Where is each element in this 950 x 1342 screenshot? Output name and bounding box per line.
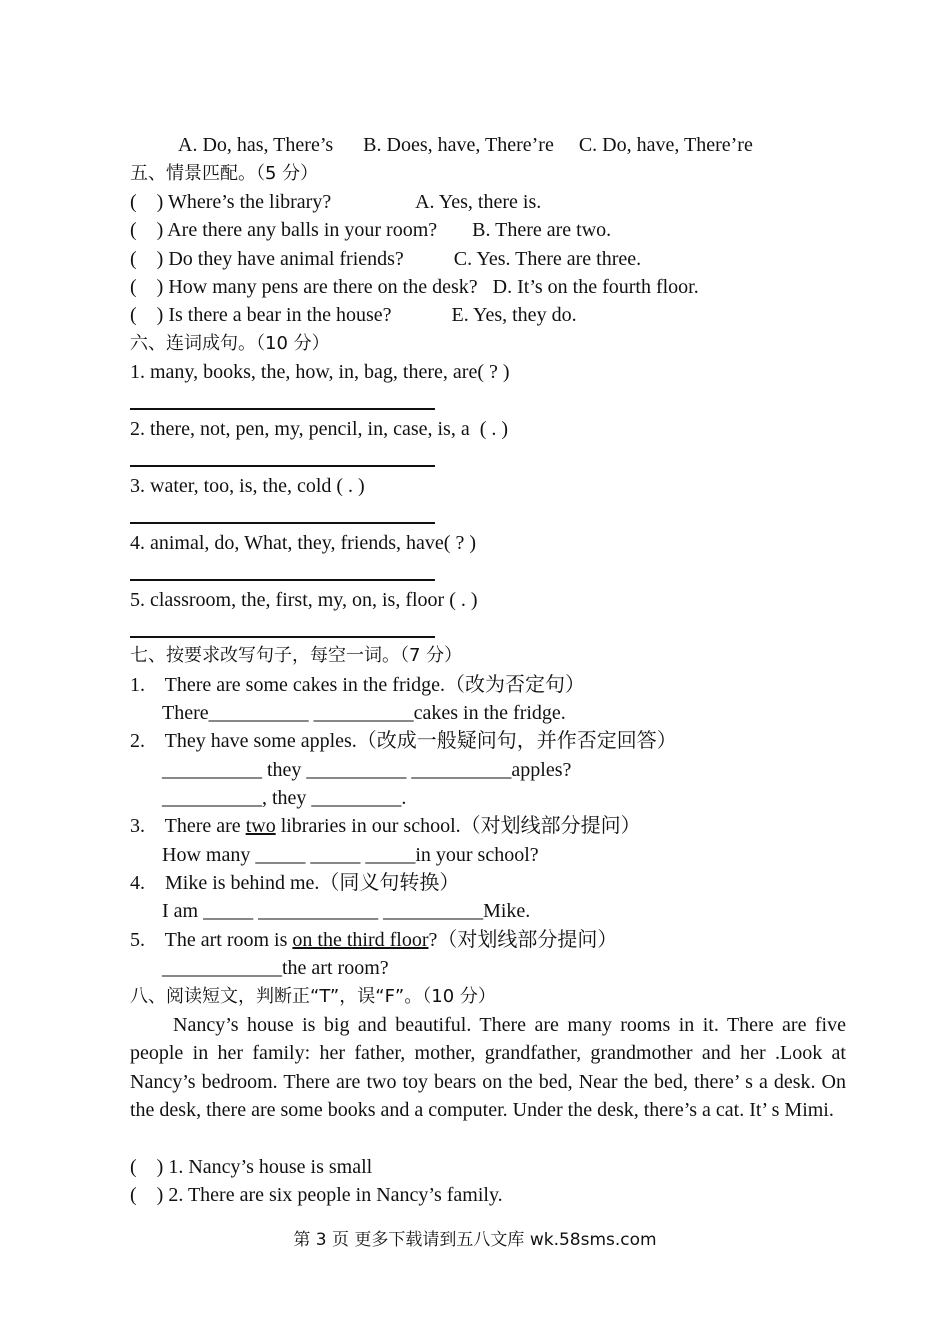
section-5-heading: 五、情景匹配。（5 分） [130,163,319,184]
answer-line [130,522,435,524]
word-order-item: 5. classroom, the, first, my, on, is, floor ( . ) [130,589,478,611]
question-text: ?（对划线部分提问） [428,929,618,951]
question-number: 5. [130,929,165,951]
rewrite-question [130,926,617,954]
question-text: libraries in our school.（对划线部分提问） [275,815,641,837]
section-8-heading: 八、阅读短文，判断正“T”，误“F”。（10 分） [130,986,496,1007]
answer-line [130,408,435,410]
reading-passage: Nancy’s house is big and beautiful. There are many rooms in it. There are five people in her family: her father, mother, grandfather, grandmother and her .Look at Nancy’s bedroom. There are two toy bears on the bed, Near the bed, there’ s a desk. On the desk, there are some books and a computer. Under the desk, there’s a cat. It’ s Mimi. [130,1014,846,1122]
underlined-phrase: two [245,815,276,837]
question-text: There are [164,815,246,837]
question-number: 3. [130,815,165,837]
rewrite-answer: ____________the art room? [162,957,389,979]
word-order-item: 4. animal, do, What, they, friends, have( ? ) [130,532,476,554]
rewrite-question: 2. They have some apples.（改成一般疑问句，并作否定回答） [130,730,677,752]
match-row: ( ) Are there any balls in your room? B. There are two. [130,219,612,241]
question-text: The art room is [164,929,293,951]
answer-line [130,579,435,581]
section-7-heading: 七、按要求改写句子，每空一词。（7 分） [130,645,463,666]
rewrite-question [130,812,641,840]
rewrite-answer: __________ they __________ __________apples? [162,759,572,781]
match-row: ( ) Do they have animal friends? C. Yes. There are three. [130,248,642,270]
rewrite-answer: How many _____ _____ _____in your school? [162,844,539,866]
answer-line [130,465,435,467]
underlined-phrase: on the third floor [292,929,429,951]
true-false-item: ( ) 1. Nancy’s house is small [130,1156,373,1178]
true-false-item: ( ) 2. There are six people in Nancy’s family. [130,1184,503,1206]
answer-line [130,636,435,638]
match-row: ( ) How many pens are there on the desk? D. It’s on the fourth floor. [130,276,699,298]
word-order-item: 3. water, too, is, the, cold ( . ) [130,475,365,497]
rewrite-question: 4. Mike is behind me.（同义句转换） [130,872,460,894]
word-order-item: 2. there, not, pen, my, pencil, in, case, is, a ( . ) [130,418,509,440]
rewrite-answer: __________, they _________. [162,787,407,809]
rewrite-answer: I am _____ ____________ __________Mike. [162,900,531,922]
match-row: ( ) Where’s the library? A. Yes, there is. [130,191,542,213]
page-footer: 第 3 页 更多下载请到五八文库 wk.58sms.com [293,1230,657,1250]
rewrite-answer: There__________ __________cakes in the fridge. [162,702,566,724]
section-6-heading: 六、连词成句。（10 分） [130,333,330,354]
match-row: ( ) Is there a bear in the house? E. Yes, they do. [130,304,577,326]
choice-options: A. Do, has, There’s B. Does, have, There’re C. Do, have, There’re [178,134,753,156]
word-order-item: 1. many, books, the, how, in, bag, there, are( ? ) [130,361,510,383]
rewrite-question: 1. There are some cakes in the fridge.（改为否定句） [130,674,586,696]
